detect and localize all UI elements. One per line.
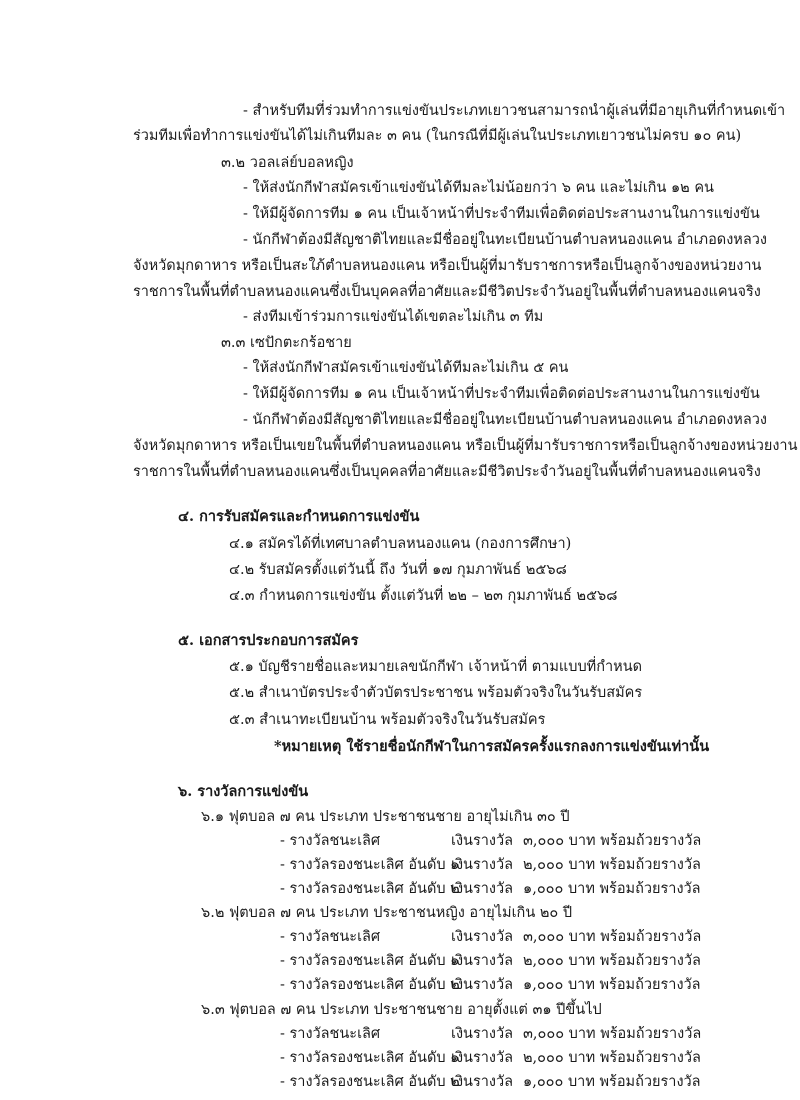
takraw-rule-1: - ให้ส่งนักกีฬาสมัครเข้าแข่งขันได้ทีมละไม่เกิน ๕ คน — [243, 360, 569, 376]
prize-amount: ๓,๐๐๐ บาท พร้อมถ้วยรางวัล — [523, 1026, 702, 1042]
section-6-heading: ๖. รางวัลการแข่งขัน — [178, 783, 309, 800]
prize-amount: ๒,๐๐๐ บาท พร้อมถ้วยรางวัล — [523, 1050, 701, 1066]
takraw-rule-3-line-1: - นักกีฬาต้องมีสัญชาติไทยและมีชื่ออยู่ในทะเบียนบ้านตำบลหนองแคน อำเภอดงหลวง — [243, 412, 767, 428]
takraw-rule-3-line-2: จังหวัดมุกดาหาร หรือเป็นเขยในพื้นที่ตำบลหนองแคน หรือเป็นผู้ที่มารับราชการหรือเป็นลูกจ้างของหน่วยงาน — [133, 438, 798, 454]
takraw-heading: ๓.๓ เซปักตะกร้อชาย — [221, 335, 352, 351]
section-5-heading: ๕. เอกสารประกอบการสมัคร — [178, 632, 359, 649]
takraw-rule-2: - ให้มีผู้จัดการทีม ๑ คน เป็นเจ้าหน้าที่ประจำทีมเพื่อติดต่อประสานงานในการแข่งขัน — [243, 386, 760, 402]
volleyball-heading: ๓.๒ วอลเล่ย์บอลหญิง — [221, 155, 354, 171]
section-5-item-1: ๕.๑ บัญชีรายชื่อและหมายเลขนักกีฬา เจ้าหน้าที่ ตามแบบที่กำหนด — [229, 659, 643, 675]
prize-money-label: เงินรางวัล — [451, 881, 513, 897]
prize-money-label: เงินรางวัล — [451, 977, 513, 993]
prize-category-title: ๖.๑ ฟุตบอล ๗ คน ประเภท ประชาชนชาย อายุไม่เกิน ๓๐ ปี — [201, 809, 570, 825]
volleyball-rule-2: - ให้มีผู้จัดการทีม ๑ คน เป็นเจ้าหน้าที่ประจำทีมเพื่อติดต่อประสานงานในการแข่งขัน — [243, 206, 760, 222]
prize-money-label: เงินรางวัล — [451, 953, 513, 969]
section-5-note: *หมายเหตุ ใช้รายชื่อนักกีฬาในการสมัครครั้งแรกลงการแข่งขันเท่านั้น — [274, 738, 710, 755]
prize-money-label: เงินรางวัล — [451, 1074, 513, 1090]
prize-label: - รางวัลรองชนะเลิศ อันดับ ๑ — [280, 857, 460, 873]
youth-rule-line-1: - สำหรับทีมที่ร่วมทำการแข่งขันประเภทเยาวชนสามารถนำผู้เล่นที่มีอายุเกินที่กำหนดเข้า — [243, 103, 786, 119]
prize-money-label: เงินรางวัล — [451, 857, 513, 873]
prize-label: - รางวัลรองชนะเลิศ อันดับ ๑ — [280, 953, 460, 969]
volleyball-rule-3-line-3: ราชการในพื้นที่ตำบลหนองแคนซึ่งเป็นบุคคลที่อาศัยและมีชีวิตประจำวันอยู่ในพื้นที่ตำบลหนองแคนจริง — [133, 284, 761, 300]
prize-money-label: เงินรางวัล — [451, 929, 513, 945]
prize-amount: ๑,๐๐๐ บาท พร้อมถ้วยรางวัล — [523, 881, 701, 897]
section-4-item-3: ๔.๓ กำหนดการแข่งขัน ตั้งแต่วันที่ ๒๒ – ๒๓ กุมภาพันธ์ ๒๕๖๘ — [229, 588, 618, 604]
prize-money-label: เงินรางวัล — [451, 1050, 513, 1066]
prize-amount: ๒,๐๐๐ บาท พร้อมถ้วยรางวัล — [523, 953, 701, 969]
prize-label: - รางวัลชนะเลิศ — [280, 1026, 381, 1042]
youth-rule-line-2: ร่วมทีมเพื่อทำการแข่งขันได้ไม่เกินทีมละ ๓ คน (ในกรณีที่มีผู้เล่นในประเภทเยาวชนไม่ครบ ๑๐ คน) — [133, 128, 742, 144]
prize-label: - รางวัลรองชนะเลิศ อันดับ ๒ — [280, 881, 460, 897]
prize-label: - รางวัลรองชนะเลิศ อันดับ ๒ — [280, 977, 460, 993]
prize-amount: ๑,๐๐๐ บาท พร้อมถ้วยรางวัล — [523, 1074, 701, 1090]
prize-label: - รางวัลรองชนะเลิศ อันดับ ๑ — [280, 1050, 460, 1066]
prize-category-title: ๖.๓ ฟุตบอล ๗ คน ประเภท ประชาชนชาย อายุตั้งแต่ ๓๑ ปีขึ้นไป — [201, 1002, 602, 1018]
prize-category-title: ๖.๒ ฟุตบอล ๗ คน ประเภท ประชาชนหญิง อายุไม่เกิน ๒๐ ปี — [201, 905, 573, 921]
prize-label: - รางวัลชนะเลิศ — [280, 833, 381, 849]
volleyball-rule-3-line-1: - นักกีฬาต้องมีสัญชาติไทยและมีชื่ออยู่ในทะเบียนบ้านตำบลหนองแคน อำเภอดงหลวง — [243, 232, 767, 248]
volleyball-rule-4: - ส่งทีมเข้าร่วมการแข่งขันได้เขตละไม่เกิน ๓ ทีม — [243, 309, 544, 325]
section-5-item-3: ๕.๓ สำเนาทะเบียนบ้าน พร้อมตัวจริงในวันรับสมัคร — [229, 712, 546, 728]
section-4-heading: ๔. การรับสมัครและกำหนดการแข่งขัน — [178, 508, 420, 525]
section-4-item-2: ๔.๒ รับสมัครตั้งแต่วันนี้ ถึง วันที่ ๑๗ กุมภาพันธ์ ๒๕๖๘ — [229, 562, 567, 578]
prize-money-label: เงินรางวัล — [451, 833, 513, 849]
prize-amount: ๓,๐๐๐ บาท พร้อมถ้วยรางวัล — [523, 833, 702, 849]
prize-amount: ๑,๐๐๐ บาท พร้อมถ้วยรางวัล — [523, 977, 701, 993]
section-4-item-1: ๔.๑ สมัครได้ที่เทศบาลตำบลหนองแคน (กองการศึกษา) — [229, 536, 572, 552]
section-5-item-2: ๕.๒ สำเนาบัตรประจำตัวบัตรประชาชน พร้อมตัวจริงในวันรับสมัคร — [229, 685, 643, 701]
takraw-rule-3-line-3: ราชการในพื้นที่ตำบลหนองแคนซึ่งเป็นบุคคลที่อาศัยและมีชีวิตประจำวันอยู่ในพื้นที่ตำบลหนองแคนจริง — [133, 464, 761, 480]
prize-label: - รางวัลรองชนะเลิศ อันดับ ๒ — [280, 1074, 460, 1090]
volleyball-rule-1: - ให้ส่งนักกีฬาสมัครเข้าแข่งขันได้ทีมละไม่น้อยกว่า ๖ คน และไม่เกิน ๑๒ คน — [243, 180, 714, 196]
prize-amount: ๓,๐๐๐ บาท พร้อมถ้วยรางวัล — [523, 929, 702, 945]
prize-money-label: เงินรางวัล — [451, 1026, 513, 1042]
volleyball-rule-3-line-2: จังหวัดมุกดาหาร หรือเป็นสะใภ้ตำบลหนองแคน หรือเป็นผู้ที่มารับราชการหรือเป็นลูกจ้างของหน่วยงาน — [133, 258, 762, 274]
prize-amount: ๒,๐๐๐ บาท พร้อมถ้วยรางวัล — [523, 857, 701, 873]
prize-label: - รางวัลชนะเลิศ — [280, 929, 381, 945]
